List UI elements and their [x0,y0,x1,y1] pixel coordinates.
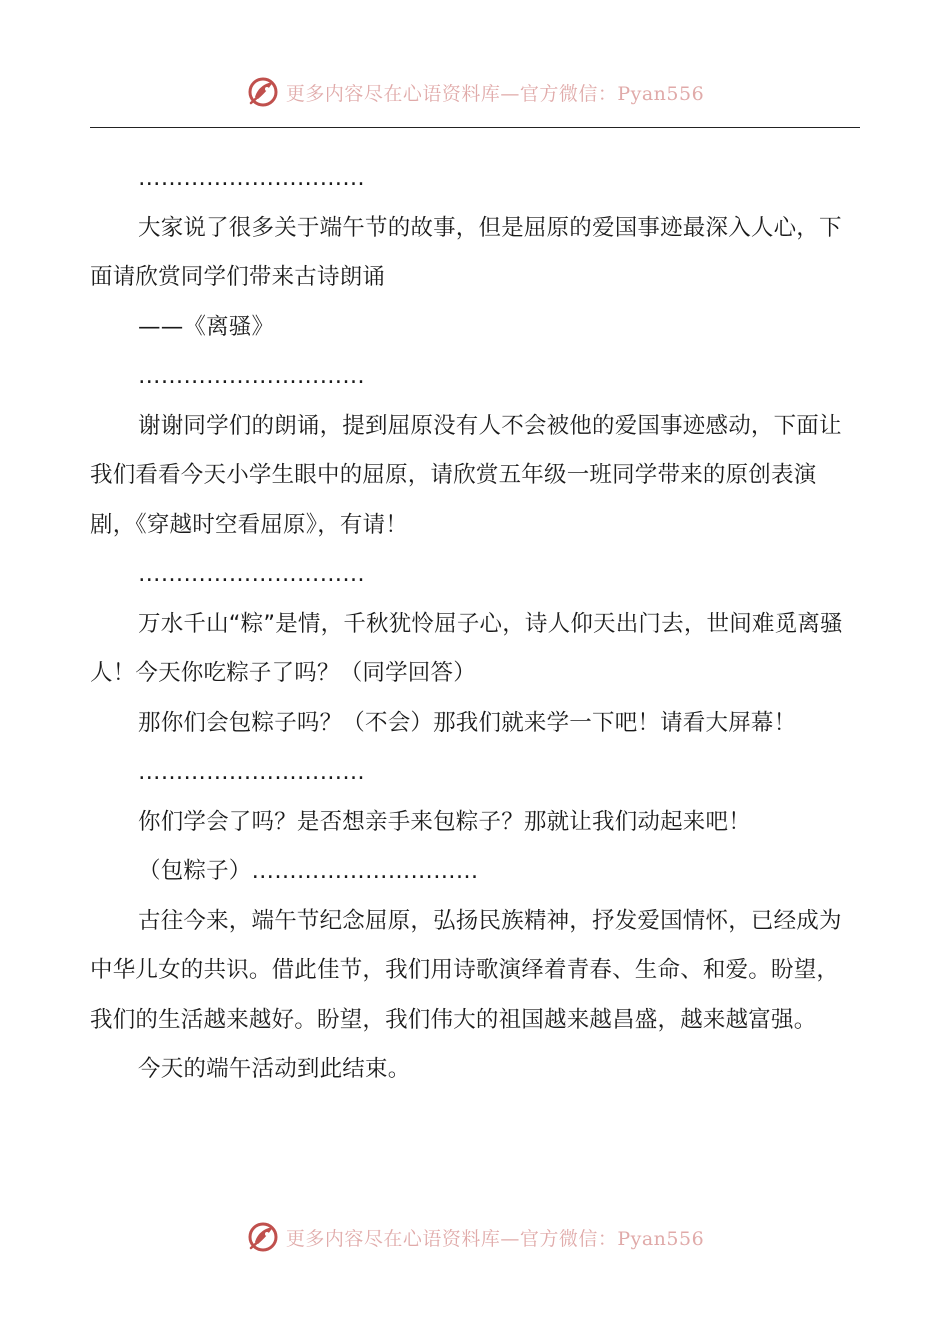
footer-watermark-text: 更多内容尽在心语资料库—官方微信：Pyan556 [285,1227,705,1250]
paragraph: 古往今来，端午节纪念屈原，弘扬民族精神，抒发爱国情怀，已经成为中华儿女的共识。借此佳节，我们用诗歌演绎着青春、生命、和爱。盼望，我们的生活越来越好。盼望，我们伟大的祖国越来越昌盛，越来越富强。 [90,907,842,1033]
paragraph: 大家说了很多关于端午节的故事，但是屈原的爱国事迹最深入人心，下面请欣赏同学们带来古诗朗诵 [90,214,842,290]
paragraph: 谢谢同学们的朗诵，提到屈原没有人不会被他的爱国事迹感动，下面让我们看看今天小学生眼中的屈原，请欣赏五年级一班同学带来的原创表演剧，《穿越时空看屈原》，有请！ [90,412,842,538]
paragraph: 你们学会了吗？是否想亲手来包粽子？那就让我们动起来吧！ [138,808,751,835]
paragraph: 那你们会包粽子吗？（不会）那我们就来学一下吧！请看大屏幕！ [138,709,797,736]
ellipsis-line: ………………………… [138,165,365,191]
brand-logo-icon [246,1220,280,1254]
ellipsis-line: ………………………… [138,561,365,587]
paragraph: （包粽子）………………………… [138,858,479,884]
header-divider [90,127,860,128]
document-body [90,154,860,1095]
brand-logo-icon [246,75,280,109]
footer-watermark [0,1215,950,1259]
ellipsis-line: ………………………… [138,759,365,785]
paragraph: 万水千山“粽”是情，千秋犹怜屈子心，诗人仰天出门去，世间难觅离骚人！今天你吃粽子了吗？（同学回答） [90,610,843,686]
closing-line: 今天的端午活动到此结束。 [138,1056,411,1082]
ellipsis-line: ………………………… [138,363,365,389]
header-watermark-text: 更多内容尽在心语资料库—官方微信：Pyan556 [285,82,705,105]
poem-title: ——《离骚》 [138,313,275,340]
header-watermark [0,70,950,114]
